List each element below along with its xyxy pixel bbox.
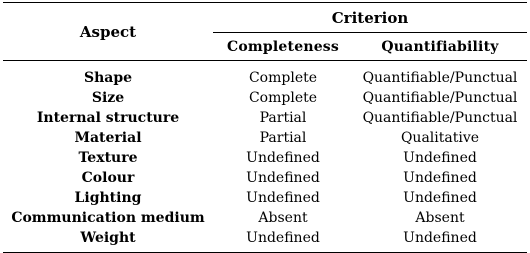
table-row [3,188,527,208]
quantifiability-column-header: Quantifiability [353,33,527,61]
table-row [3,168,527,188]
completeness-cell: Undefined [213,228,353,253]
table-row [3,128,527,148]
aspect-cell: Lighting [74,190,142,206]
table-row [3,208,527,228]
completeness-cell: Complete [248,90,318,106]
table-row [3,228,527,253]
completeness-cell: Undefined [246,170,320,186]
completeness-cell: Absent [258,210,308,226]
completeness-cell: Undefined [246,190,320,206]
aspect-column-header: Aspect [3,3,213,61]
aspect-cell: Size [91,90,125,106]
criterion-group-header: Criterion [213,3,527,33]
completeness-cell: Undefined [246,150,320,166]
table-row [3,108,527,128]
completeness-column-header: Completeness [213,33,353,61]
aspect-cell: Colour [81,170,135,186]
completeness-cell: Partial [259,110,307,126]
completeness-cell: Complete [248,70,318,86]
quantifiability-cell: Absent [415,210,465,226]
quantifiability-cell: Undefined [353,228,527,253]
table-row [3,88,527,108]
criteria-table [3,2,527,253]
quantifiability-cell: Qualitative [400,130,480,146]
quantifiability-cell: Undefined [403,150,477,166]
quantifiability-cell: Quantifiable/Punctual [362,70,518,86]
quantifiability-cell: Undefined [403,170,477,186]
aspect-cell: Communication medium [11,210,205,226]
completeness-cell: Partial [259,130,307,146]
aspect-cell: Weight [3,228,213,253]
table-row [3,61,527,89]
quantifiability-cell: Quantifiable/Punctual [362,110,518,126]
aspect-cell: Material [74,130,142,146]
quantifiability-cell: Quantifiable/Punctual [362,90,518,106]
aspect-cell: Internal structure [36,110,180,126]
aspect-cell: Texture [78,150,138,166]
aspect-cell: Shape [83,70,133,86]
quantifiability-cell: Undefined [403,190,477,206]
table-row [3,148,527,168]
